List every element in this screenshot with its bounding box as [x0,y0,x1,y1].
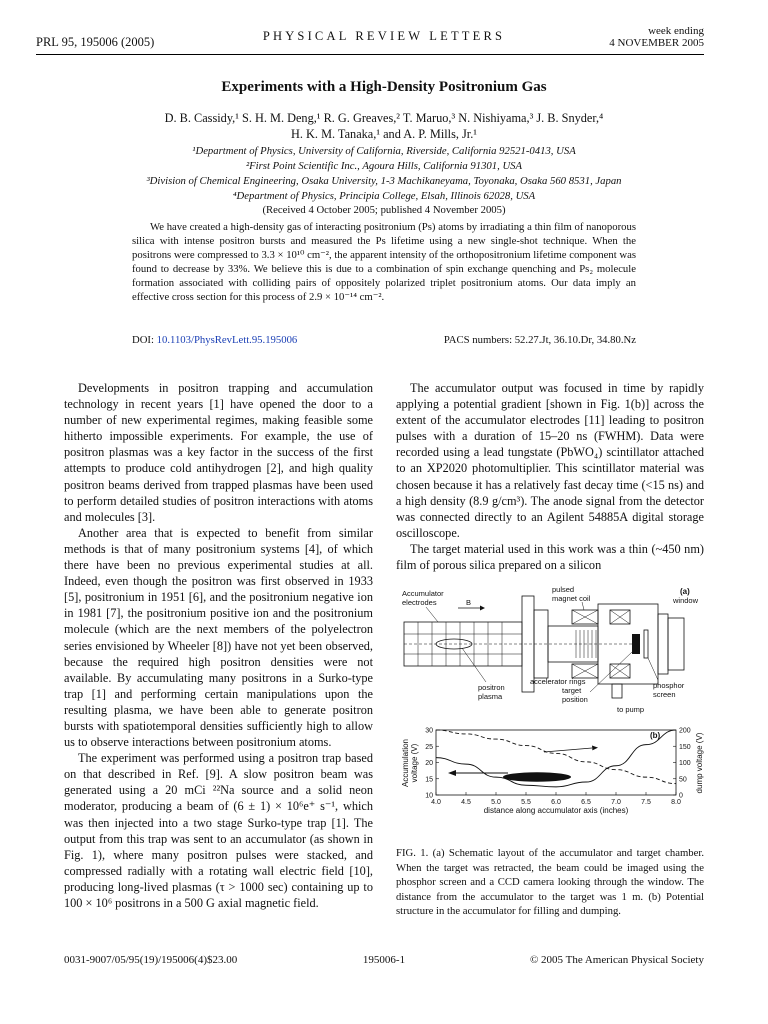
y-tick-label-right: 100 [679,760,691,767]
pulsed-coil-label: pulsed [552,585,575,594]
y-tick-label-right: 50 [679,776,687,784]
accelerator-rings-label: accelerator rings [530,677,586,686]
right-column [396,380,704,573]
phosphor-screen [644,630,648,658]
phosphor-screen-label: phosphor [653,681,685,690]
accumulator-electrodes-label: Accumulator [402,589,444,598]
y-tick-label-right: 150 [679,743,691,751]
dump-direction-arrow [544,748,592,752]
copyright: © 2005 The American Physical Society [529,954,704,966]
schematic-panel-a [402,585,699,714]
affiliation: ¹Department of Physics, University of California, Riverside, California 92521-0413, USA [192,145,576,157]
body-paragraph: Another area that is expected to benefit from similar methods is that of many positronium systems [4], of which there have been no previous experimental studies at all. Indeed, even though the positron was first observed in 1933 [5], positronium in 1951 [6], and the positronium negative ion in 1981 [7], the positronium positive ion and the positronium molecule (which are the next members of the polyelectron series envisioned by Wheeler [8]) have not yet been observed, because the required high positron densities were not available. By accumulating many positrons in a Surko-type trap [1] and performing certain manipulations upon the resulting plasma, we have been able to generate positron bursts with spatiotemporal densities sufficiently high to allow us to observe interactions between positronium atoms. [64,525,373,750]
y-tick-label: 10 [425,792,433,800]
y-axis-label-left: voltage (V) [410,743,419,783]
doi-line [132,334,297,346]
body-paragraph: The target material used in this work was a thin (~450 nm) film of porous silica prepared on a silicon [396,541,704,573]
affiliation: ³Division of Chemical Engineering, Osaka University, 1-3 Machikaneyama, Toyonaka, Osaka 560 8531, Japan [146,175,622,187]
window-label: window [673,596,699,605]
x-tick-label: 4.0 [431,799,441,806]
header-rule [36,54,704,55]
positron-plasma-label: positron [478,683,505,692]
y-tick-label-right: 200 [679,727,691,735]
week-date: 4 NOVEMBER 2005 [609,37,704,49]
body-paragraph: Developments in positron trapping and accumulation technology in recent years [1] have opened the door to a number of new experimental regimes, making feasible some hitherto impossible experiments. For example, the use of positron plasmas was a key factor in the success of the first attempts to produce cold antihydrogen [2], and high quality positron beams derived from trapped plasmas have been used to perform detailed studies of positron interactions with atoms and molecules [3]. [64,381,373,524]
plot-frame [436,730,676,795]
target-position-label: target [562,686,582,695]
page-number: 195006-1 [362,954,406,966]
x-tick-label: 8.0 [671,799,681,806]
target-holder [632,634,640,654]
y-tick-label: 15 [425,776,433,784]
abstract: We have created a high-density gas of interacting positronium (Ps) atoms by irradiating a thin film of nanoporous silica with intense positron bursts and measured the Ps lifetime using a new single-shot technique. When the positrons were compressed to 3.3 × 10¹⁰ cm⁻², the apparent intensity of the orthopositronium lifetime component was found to decrease by 33%. We believe this is due to a combination of spin exchange quenching and Ps₂ molecule formation associated with colliding pairs of oppositely polarized triplet positronium atoms. Our data imply an effective cross section for this process of 2.9 × 10⁻¹⁴ cm⁻². [132,221,636,303]
body-paragraph: The experiment was performed using a positron trap based on that described in Ref. [9]. A slow positron beam was generated using a 20 mCi ²²Na source and a solid neon moderator, producing a beam of (6 ± 1) × 10⁶e⁺ s⁻¹, which was then injected into a two stage Surko-type trap [1]. The output from this trap was sent to an accumulator (as shown in Fig. 1), where many positron pulses were stacked, and compressed radially with a rotating wall electric field [10], producing long-lived plasmas (τ > 1000 sec) containing up to 100 × 10⁶ positrons in a 500 G axial magnetic field. [64,751,373,910]
pulsed-coil-label: magnet coil [552,594,591,603]
doi-label: DOI: [132,334,154,346]
x-tick-label: 6.5 [581,799,591,806]
y-axis-label-left: Accumulation [401,738,410,788]
x-tick-labels [431,792,681,806]
target-chamber [598,604,658,684]
authors-line-1: D. B. Cassidy,¹ S. H. M. Deng,¹ R. G. Greaves,² T. Maruo,³ N. Nishiyama,³ J. B. Snyder,⁴ [164,111,604,125]
week-label: week ending [648,25,704,37]
b-field-label: B [466,598,472,607]
received-date: (Received 4 October 2005; published 4 November 2005) [262,204,506,216]
accumulator-electrodes-label: electrodes [402,598,437,607]
y-tick-label: 30 [425,727,433,735]
figure-caption: FIG. 1. (a) Schematic layout of the accumulator and target chamber. When the target was retracted, the beam could be imaged using the phosphor screen and a CCD camera looking through the window. The distance from the accumulator to the target was 1 m. (b) Potential structure in the accumulator for filling and dumping. [396,847,704,917]
phosphor-screen-label: screen [653,690,676,699]
issue-date [609,25,704,49]
y-tick-label-right: 0 [679,792,683,800]
doi-link[interactable]: 10.1103/PhysRevLett.95.195006 [156,334,298,346]
affiliation: ⁴Department of Physics, Principia College, Elsah, Illinois 62028, USA [232,190,536,202]
footer-code: 0031-9007/05/95(19)/195006(4)$23.00 [64,954,238,966]
potential-chart-panel-b [401,728,704,816]
x-tick-label: 4.5 [461,799,471,806]
x-tick-label: 7.5 [641,799,651,806]
b-field-arrowhead [480,606,485,611]
x-tick-label: 5.5 [521,799,531,806]
panel-b-label: (b) [650,731,661,740]
positron-plasma-label: plasma [478,692,503,701]
panel-a-label: (a) [680,587,690,596]
journal-reference: PRL 95, 195006 (2005) [36,35,155,49]
positron-plasma-ellipse [503,772,571,782]
journal-name: PHYSICAL REVIEW LETTERS [262,29,506,43]
y-axis-label-right: dump voltage (V) [695,732,704,794]
figure-1 [396,580,704,820]
x-axis-label: distance along accumulator axis (inches) [483,806,629,815]
affiliation: ²First Point Scientific Inc., Agoura Hills, California 91301, USA [245,160,523,172]
x-tick-label: 7.0 [611,799,621,806]
author-list [0,110,768,142]
body-paragraph: The accumulator output was focused in time by rapidly applying a potential gradient [shown in Fig. 1(b)] across the extent of the accumulator electrodes [11] leading to positron pulses with a duration of 15–20 ns (FWHM). Data were recorded using a lead tungstate (PbWO₄) scintillator attached to an XP2020 photomultiplier. This scintillator material was chosen because it has a relatively fast decay time (<15 ns) and a high density (8.9 g/cm³). The anode signal from the detector was connected directly to an Agilent 54885A digital storage oscilloscope. [396,381,704,540]
authors-line-2: H. K. M. Tanaka,¹ and A. P. Mills, Jr.¹ [291,127,477,141]
window [658,614,668,674]
target-position-label: position [562,695,588,704]
affiliations [0,144,768,204]
y-tick-labels-left [425,728,439,800]
x-tick-label: 6.0 [551,799,561,806]
pump-port [612,684,622,698]
pacs-numbers: PACS numbers: 52.27.Jt, 36.10.Dr, 34.80.Nz [443,334,636,346]
y-tick-label: 20 [425,760,433,767]
left-column [64,380,373,911]
y-tick-label: 25 [425,743,433,751]
to-pump-label: to pump [617,705,645,714]
x-tick-label: 5.0 [491,799,501,806]
paper-title: Experiments with a High-Density Positronium Gas [221,79,547,95]
